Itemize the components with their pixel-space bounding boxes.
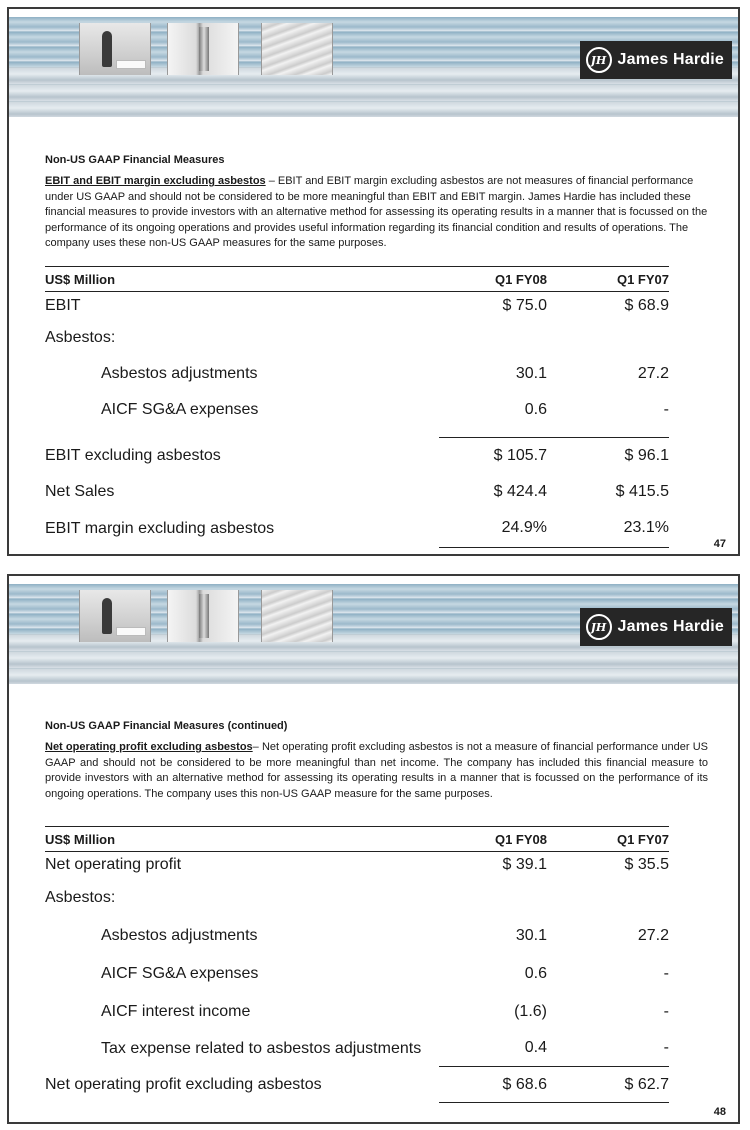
table-row xyxy=(45,852,669,879)
row-label: Asbestos: xyxy=(45,888,116,906)
row-value-q1fy08: $ 68.6 xyxy=(439,1067,547,1103)
row-value-q1fy07: $ 96.1 xyxy=(547,438,669,474)
row-label: EBIT excluding asbestos xyxy=(45,446,221,464)
intro-lead: Net operating profit excluding asbestos xyxy=(45,741,253,753)
bench-shape xyxy=(116,60,146,69)
row-value-q1fy07: $ 62.7 xyxy=(547,1067,669,1103)
table-row xyxy=(45,917,669,955)
bench-shape xyxy=(116,627,146,636)
row-label: Asbestos adjustments xyxy=(101,364,258,382)
intro-body: – EBIT and EBIT margin excluding asbestos are not measures of financial performance under US GAAP and should not be considered to be more meaningful than EBIT and EBIT margin. James Hardie has included these financial measures to provide investors with an alternative method for assessing its operating results in a manner that is focussed on the performance of its ongoing operations and provides useful information regarding its financial condition and results of operations. The company uses these non-US GAAP measures for the same purposes. xyxy=(45,175,708,249)
row-value-q1fy08 xyxy=(439,879,547,917)
table-row xyxy=(45,474,669,510)
row-value-q1fy07: - xyxy=(663,1002,669,1020)
photo-siding-image xyxy=(261,590,333,642)
table-row xyxy=(45,993,669,1031)
slide-47 xyxy=(7,7,740,556)
table-row-total xyxy=(45,1067,669,1103)
financial-table xyxy=(45,826,669,1103)
header-banner xyxy=(9,17,738,117)
row-value-q1fy07: - xyxy=(663,1039,669,1057)
row-value-q1fy08 xyxy=(439,320,547,356)
spacer-row xyxy=(45,428,669,438)
intro-paragraph xyxy=(45,174,708,252)
row-value-q1fy07: $ 35.5 xyxy=(624,856,669,874)
table-row-total xyxy=(45,510,669,548)
row-value-q1fy07: 27.2 xyxy=(637,926,669,944)
row-value-q1fy08: 24.9% xyxy=(439,510,547,548)
row-label: EBIT margin excluding asbestos xyxy=(45,519,275,537)
james-hardie-logo xyxy=(580,608,732,646)
logo-text: James Hardie xyxy=(617,51,724,68)
table-row xyxy=(45,955,669,993)
intro-paragraph xyxy=(45,740,708,802)
column-shape xyxy=(199,594,209,638)
header-label: US$ Million xyxy=(45,271,116,287)
column-shape xyxy=(199,27,209,71)
intro-body: – Net operating profit excluding asbestos is not a measure of financial performance under US GAAP and should not be considered to be more meaningful than net income. The company has included this financial measure to provide investors with an alternative method for assessing its operating results in a manner that is focussed on the performance of its ongoing operations. The company uses this non-US GAAP measure for the same purposes. xyxy=(45,741,708,800)
row-label: Net operating profit excluding asbestos xyxy=(45,1075,322,1093)
header-banner xyxy=(9,584,738,684)
photo-column-image xyxy=(167,590,239,642)
logo-text: James Hardie xyxy=(617,618,724,635)
row-value-q1fy07: 23.1% xyxy=(547,510,669,548)
row-value-q1fy08: 30.1 xyxy=(515,364,547,382)
row-label: Net operating profit xyxy=(45,856,182,874)
row-value-q1fy07: 27.2 xyxy=(637,364,669,382)
header-label: US$ Million xyxy=(45,831,116,847)
person-figure xyxy=(102,598,112,634)
row-value-q1fy07 xyxy=(547,320,669,356)
section-title: Non-US GAAP Financial Measures xyxy=(45,154,225,166)
photo-column-image xyxy=(167,23,239,75)
intro-lead: EBIT and EBIT margin excluding asbestos xyxy=(45,175,266,187)
table-row xyxy=(45,1031,669,1067)
person-figure xyxy=(102,31,112,67)
james-hardie-logo xyxy=(580,41,732,79)
page-number: 48 xyxy=(713,1106,726,1118)
photo-person-image xyxy=(79,590,151,642)
header-col-q1fy08: Q1 FY08 xyxy=(494,831,547,847)
row-value-q1fy08: 0.4 xyxy=(524,1039,547,1057)
row-label: Tax expense related to asbestos adjustments xyxy=(101,1039,422,1057)
row-value-q1fy08: 30.1 xyxy=(515,926,547,944)
table-header-row xyxy=(45,827,669,852)
row-value-q1fy08: $ 75.0 xyxy=(502,296,547,314)
financial-table xyxy=(45,266,669,548)
row-value-q1fy08: $ 39.1 xyxy=(502,856,547,874)
table-row xyxy=(45,356,669,392)
row-value-q1fy07: $ 68.9 xyxy=(624,296,669,314)
page-number: 47 xyxy=(713,538,726,550)
row-label: AICF SG&A expenses xyxy=(101,400,259,418)
row-label: EBIT xyxy=(45,296,81,314)
jh-logo-icon: JH xyxy=(586,47,612,73)
row-value-q1fy07: - xyxy=(663,400,669,418)
row-value-q1fy08: 0.6 xyxy=(524,400,547,418)
header-col-q1fy07: Q1 FY07 xyxy=(616,831,669,847)
row-label: AICF interest income xyxy=(101,1002,251,1020)
table-row xyxy=(45,292,669,320)
slide-48 xyxy=(7,574,740,1124)
row-value-q1fy08: $ 105.7 xyxy=(439,438,547,474)
row-value-q1fy07: - xyxy=(663,964,669,982)
row-label: Asbestos: xyxy=(45,328,116,346)
row-value-q1fy08: $ 424.4 xyxy=(493,482,547,500)
row-value-q1fy07 xyxy=(547,879,669,917)
photo-person-image xyxy=(79,23,151,75)
photo-siding-image xyxy=(261,23,333,75)
header-col-q1fy07: Q1 FY07 xyxy=(616,271,669,287)
header-col-q1fy08: Q1 FY08 xyxy=(494,271,547,287)
row-value-q1fy08: (1.6) xyxy=(514,1002,547,1020)
row-label: Net Sales xyxy=(45,482,115,500)
row-value-q1fy08: 0.6 xyxy=(524,964,547,982)
table-header-row xyxy=(45,267,669,292)
section-title: Non-US GAAP Financial Measures (continued) xyxy=(45,720,288,732)
row-label: AICF SG&A expenses xyxy=(101,964,259,982)
row-value-q1fy07: $ 415.5 xyxy=(615,482,669,500)
table-row-subtotal xyxy=(45,438,669,474)
table-row xyxy=(45,320,669,356)
table-row xyxy=(45,392,669,428)
jh-logo-icon: JH xyxy=(586,614,612,640)
table-row xyxy=(45,879,669,917)
row-label: Asbestos adjustments xyxy=(101,926,258,944)
